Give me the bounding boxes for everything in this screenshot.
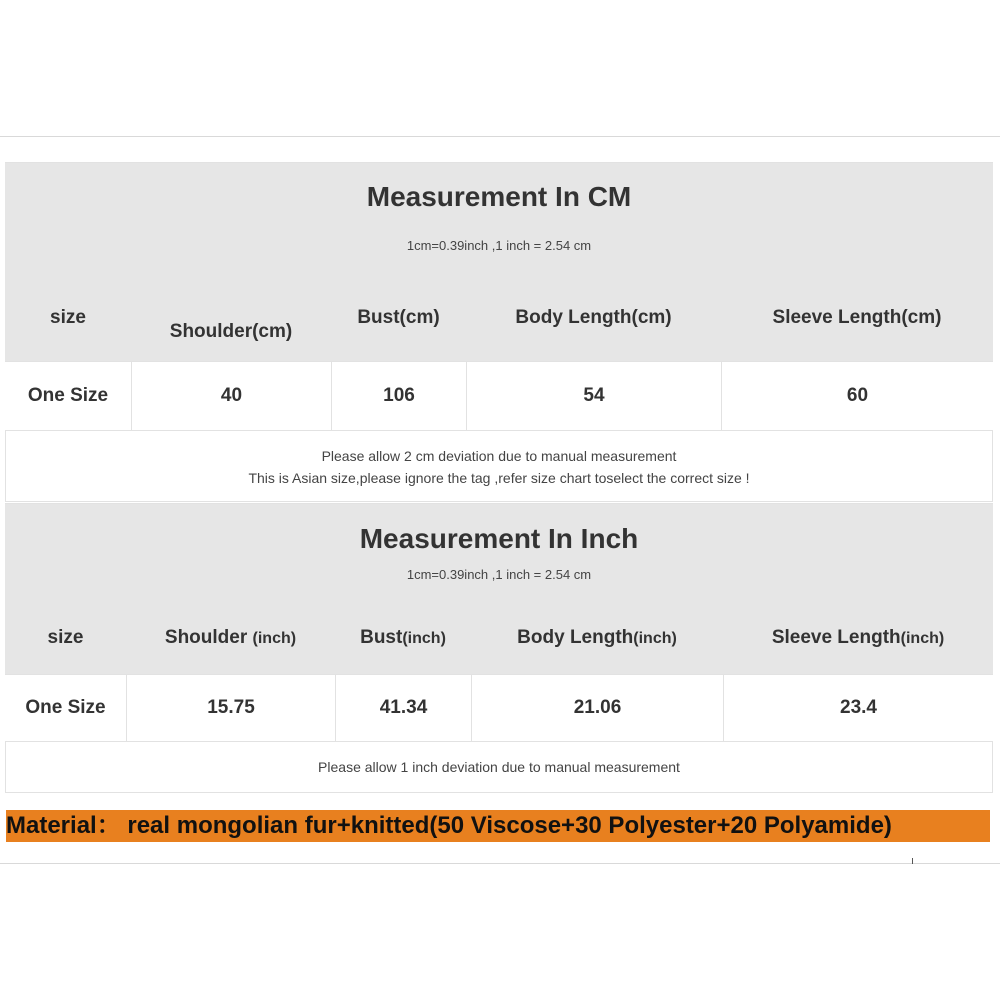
inch-header-body-length-unit: (inch) — [633, 630, 677, 647]
inch-cell-sleeve-length: 23.4 — [723, 675, 993, 741]
inch-header-bust-label: Bust — [360, 627, 403, 648]
top-divider — [0, 136, 1000, 137]
cm-cell-body-length: 54 — [466, 362, 721, 430]
inch-header-body-length — [471, 627, 723, 649]
inch-header-sleeve-length-label: Sleeve Length — [771, 627, 901, 648]
inch-header-size — [5, 627, 126, 649]
cm-header-sleeve-length: Sleeve Length(cm) — [772, 307, 942, 328]
bottom-divider — [0, 863, 1000, 864]
inch-title: Measurement In Inch — [359, 523, 639, 554]
cm-data-row — [5, 361, 993, 431]
inch-header-shoulder — [126, 627, 335, 649]
cm-cell-shoulder: 40 — [131, 362, 331, 430]
inch-deviation-note: Please allow 1 inch deviation due to manual measurement — [318, 759, 680, 775]
material-banner: Material： real mongolian fur+knitted(50 Viscose+30 Polyester+20 Polyamide) — [6, 810, 990, 842]
inch-conversion-note: 1cm=0.39inch ,1 inch = 2.54 cm — [406, 567, 592, 582]
inch-cell-body-length: 21.06 — [471, 675, 723, 741]
cm-header-size: size — [50, 307, 86, 328]
cm-deviation-note: Please allow 2 cm deviation due to manual measurement — [321, 448, 677, 464]
inch-header-sleeve-length — [723, 627, 993, 649]
inch-header-shoulder-label: Shoulder — [164, 627, 253, 648]
inch-header-sleeve-length-unit: (inch) — [900, 630, 945, 647]
inch-cell-size: One Size — [25, 697, 106, 718]
inch-header-body-length-label: Body Length — [517, 627, 634, 648]
inch-data-row — [5, 674, 993, 742]
tick-mark — [912, 858, 913, 864]
inch-header-bust-unit: (inch) — [402, 630, 446, 647]
cm-title: Measurement In CM — [366, 181, 632, 212]
cm-header-shoulder: Shoulder(cm) — [169, 321, 293, 342]
inch-cell-bust: 41.34 — [335, 675, 471, 741]
inch-cell-shoulder: 15.75 — [126, 675, 335, 741]
cm-header-body-length: Body Length(cm) — [515, 307, 672, 328]
asian-size-note: This is Asian size,please ignore the tag ,refer size chart toselect the correct size ! — [248, 470, 750, 486]
inch-header-bust — [335, 627, 471, 649]
cm-cell-sleeve-length: 60 — [721, 362, 993, 430]
cm-cell-size: One Size — [27, 385, 109, 406]
inch-header-size-label: size — [47, 627, 84, 648]
cm-header-bust: Bust(cm) — [357, 307, 440, 328]
cm-conversion-note: 1cm=0.39inch ,1 inch = 2.54 cm — [406, 238, 592, 253]
cm-cell-bust: 106 — [331, 362, 466, 430]
inch-header-shoulder-unit: (inch) — [252, 630, 297, 647]
